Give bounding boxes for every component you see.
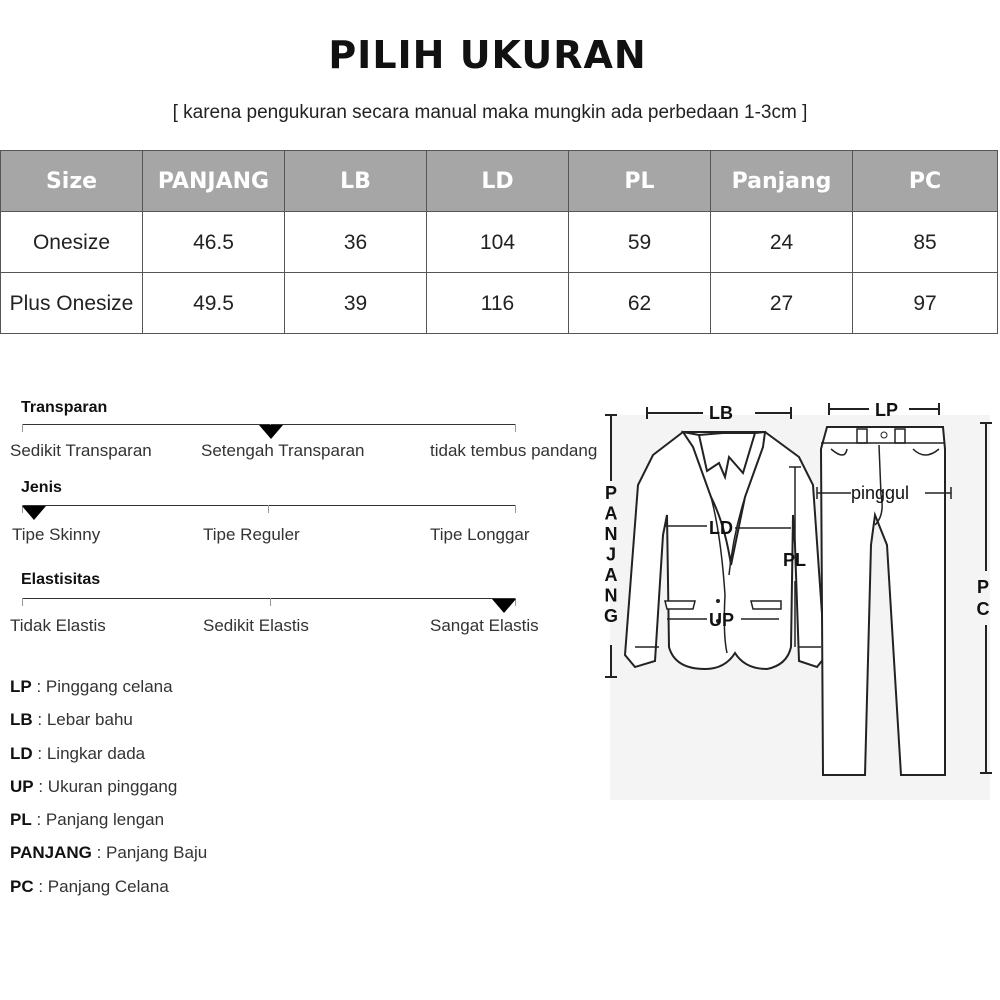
scale-tick (22, 598, 23, 606)
legend-text: : Lebar bahu (32, 710, 133, 730)
cell-panjang: 46.5 (143, 212, 285, 273)
legend-item (10, 777, 207, 810)
cell-pc: 85 (853, 212, 998, 273)
legend-text: : Panjang Baju (91, 843, 208, 863)
legend-key: PL (10, 810, 32, 830)
legend-key: LP (10, 677, 32, 696)
elastisitas-scale (0, 571, 620, 641)
jenis-scale-line (22, 505, 516, 506)
legend-item (10, 810, 207, 843)
header-panjang: PANJANG (143, 151, 285, 212)
header-lb: LB (285, 151, 427, 212)
cell-panjang: 49.5 (143, 273, 285, 334)
measurement-diagram-svg (595, 385, 1000, 805)
transparan-label: Transparan (21, 399, 108, 416)
transparan-option-1: Sedikit Transparan (10, 441, 152, 460)
lp-label: LP (875, 400, 899, 420)
panjang-vertical-label (604, 483, 618, 626)
header-ld: LD (427, 151, 569, 212)
legend-key: UP (10, 776, 34, 796)
cell-size: Onesize (1, 212, 143, 273)
cell-size: Plus Onesize (1, 273, 143, 334)
vertical-letter: J (605, 544, 617, 565)
elastisitas-option-3: Sangat Elastis (430, 616, 539, 635)
legend-text: : Panjang Celana (33, 876, 169, 896)
elastisitas-selected-marker (492, 599, 516, 613)
scale-tick (515, 424, 516, 432)
vertical-letter: A (604, 565, 618, 585)
legend-item (10, 677, 207, 710)
cell-ld: 116 (427, 273, 569, 334)
jenis-scale (0, 478, 620, 548)
legend-text: : Ukuran pinggang (33, 776, 178, 796)
lb-label: LB (709, 403, 733, 423)
elastisitas-option-2: Sedikit Elastis (203, 616, 309, 635)
scale-tick (515, 505, 516, 513)
legend-key: LB (10, 710, 33, 730)
legend-key: LD (10, 743, 33, 763)
measurement-diagram (595, 385, 1000, 805)
table-row (1, 212, 998, 273)
transparan-option-2: Setengah Transparan (201, 441, 365, 460)
legend-item (10, 843, 207, 876)
scale-tick (22, 424, 23, 432)
header-pc: PC (853, 151, 998, 212)
elastisitas-scale-line (22, 598, 516, 599)
legend-key: PC (10, 876, 34, 896)
jenis-option-1: Tipe Skinny (12, 525, 101, 544)
legend-item (10, 710, 207, 743)
jenis-option-2: Tipe Reguler (203, 525, 300, 544)
cell-lb: 39 (285, 273, 427, 334)
elastisitas-option-1: Tidak Elastis (10, 616, 106, 635)
jenis-option-3: Tipe Longgar (430, 525, 530, 544)
legend-key: PANJANG (10, 843, 92, 863)
cell-pc: 97 (853, 273, 998, 334)
vertical-letter: A (604, 503, 618, 524)
cell-panjang-2: 24 (711, 212, 853, 273)
vertical-letter: G (603, 606, 619, 626)
vertical-letter: P (976, 577, 990, 597)
cell-panjang-2: 27 (711, 273, 853, 334)
transparan-scale (0, 398, 620, 468)
header-pl: PL (569, 151, 711, 212)
jenis-selected-marker (22, 506, 46, 520)
pinggul-label: pinggul (851, 483, 910, 503)
legend-item (10, 744, 207, 777)
cell-lb: 36 (285, 212, 427, 273)
scale-tick (268, 505, 269, 513)
transparan-option-3: tidak tembus pandang (430, 441, 598, 460)
table-row (1, 273, 998, 334)
legend-text: : Pinggang celana (31, 677, 173, 696)
header-size: Size (1, 151, 143, 212)
vertical-letter: C (976, 599, 990, 619)
jenis-label: Jenis (21, 479, 62, 496)
vertical-letter: P (604, 483, 618, 503)
legend-text: : Lingkar dada (32, 743, 146, 763)
elastisitas-label: Elastisitas (21, 571, 101, 588)
vertical-letter: N (604, 524, 618, 544)
legend-text: : Panjang lengan (31, 810, 165, 830)
page-subtitle: [ karena pengukuran secara manual maka mungkin ada perbedaan 1-3cm ] (172, 102, 808, 123)
cell-pl: 62 (569, 273, 711, 334)
vertical-letter: N (604, 585, 618, 606)
size-table-header-row (1, 151, 998, 212)
header-panjang-2: Panjang (711, 151, 853, 212)
up-label: UP (709, 610, 735, 630)
ld-label: LD (709, 518, 733, 538)
pl-label: PL (783, 550, 807, 570)
legend-item (10, 877, 207, 910)
cell-pl: 59 (569, 212, 711, 273)
jacket-button (716, 599, 720, 603)
transparan-selected-marker (259, 425, 283, 439)
size-table (0, 150, 998, 334)
measurement-legend (10, 677, 207, 910)
cell-ld: 104 (427, 212, 569, 273)
scale-tick (270, 598, 271, 606)
page-title: PILIH UKURAN (328, 33, 647, 77)
